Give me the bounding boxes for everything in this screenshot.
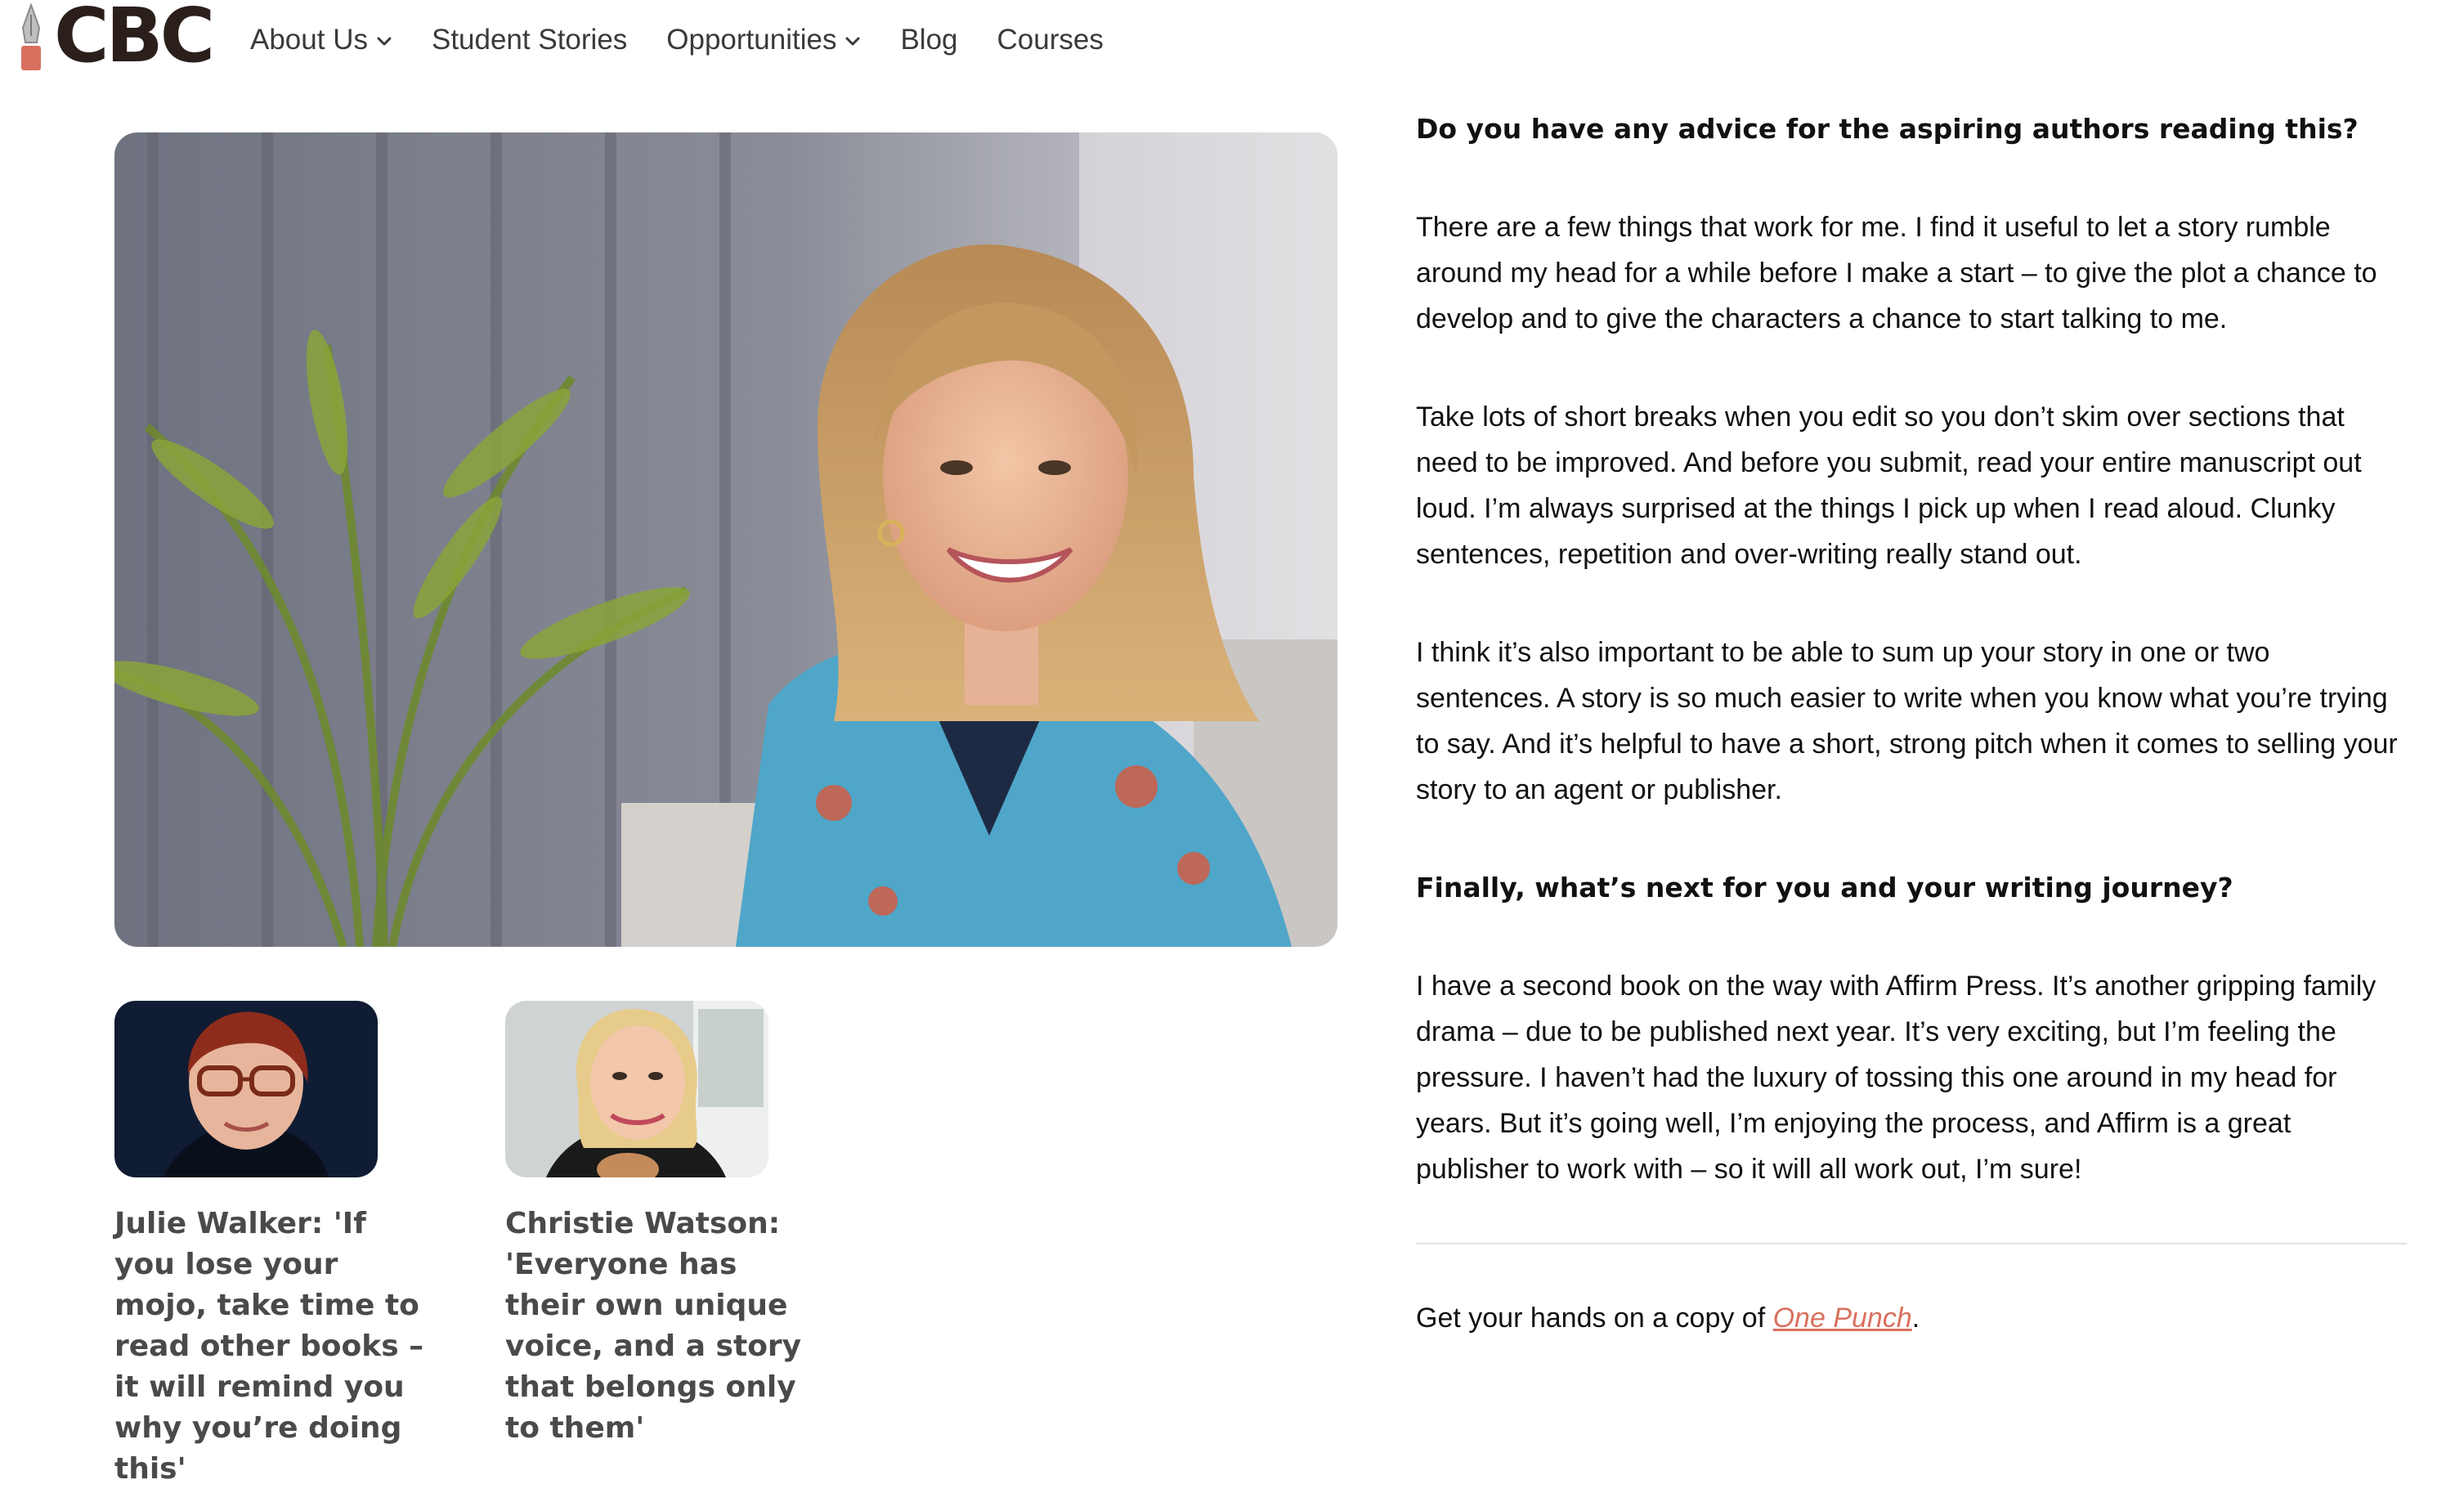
author-portrait-image [114, 132, 1337, 947]
answer-paragraph: I think it’s also important to be able to sum up your story in one or two sentences. A story is so much easier to write when you know what you’re trying to say. And it’s helpful to have a short, strong pitch when it comes to selling your story to an agent or publisher. [1416, 637, 2398, 805]
related-story-title[interactable]: Christie Watson: 'Everyone has their own unique voice, and a story that belongs only to them' [505, 1207, 802, 1445]
main-nav [250, 20, 1143, 61]
section-divider [1416, 1243, 2407, 1244]
interview-question: Finally, what’s next for you and your writing journey? [1416, 872, 2233, 903]
nav-opportunities-label: Opportunities [666, 24, 837, 56]
nav-blog-label: Blog [900, 24, 958, 56]
nav-opportunities[interactable] [666, 24, 861, 56]
related-story-title[interactable]: Julie Walker: 'If you lose your mojo, take time to read other books – it will remind you why you’re doing this' [114, 1207, 424, 1486]
book-cta [1416, 1295, 2407, 1341]
related-story-card[interactable] [114, 1001, 441, 1490]
book-cta-suffix: . [1911, 1303, 1920, 1334]
book-link[interactable]: One Punch [1772, 1303, 1912, 1334]
nav-about-us[interactable] [250, 24, 392, 56]
article-body [1416, 106, 2407, 1341]
nav-courses-label: Courses [997, 24, 1104, 56]
nav-student-stories[interactable] [432, 24, 627, 56]
book-cta-prefix: Get your hands on a copy of [1416, 1303, 1773, 1334]
answer-paragraph: I have a second book on the way with Affirm Press. It’s another gripping family drama – due to be published next year. It’s very exciting, but I’m feeling the pressure. I haven’t had the luxury of tossing this one around in my head for years. But it’s going well, I’m enjoying the process, and Affirm is a great publisher to work with – so it will all work out, I’m sure! [1416, 971, 2377, 1185]
interview-question: Do you have any advice for the aspiring authors reading this? [1416, 113, 2359, 145]
nav-about-us-label: About Us [250, 24, 368, 56]
related-story-card[interactable] [505, 1001, 832, 1449]
site-header [0, 0, 2464, 82]
nav-blog[interactable] [900, 24, 957, 56]
chevron-down-icon [844, 36, 861, 47]
nav-courses[interactable] [997, 24, 1104, 56]
site-logo[interactable] [11, 0, 216, 79]
nav-student-stories-label: Student Stories [431, 24, 628, 56]
related-story-thumbnail[interactable] [505, 1001, 768, 1177]
answer-paragraph: Take lots of short breaks when you edit so you don’t skim over sections that need to be improved. And before you submit, read your entire manuscript out loud. I’m always surprised at the things I pick up when I read aloud. Clunky sentences, repetition and over-writing really stand out. [1416, 401, 2362, 570]
chevron-down-icon [376, 36, 392, 47]
related-story-thumbnail[interactable] [114, 1001, 378, 1177]
fountain-pen-icon [15, 3, 47, 74]
answer-paragraph: There are a few things that work for me. I find it useful to let a story rumble around my head for a while before I make a start – to give the plot a chance to develop and to give the characters a chance to start talking to me. [1416, 212, 2377, 334]
logo-wordmark: CBC [54, 0, 213, 79]
